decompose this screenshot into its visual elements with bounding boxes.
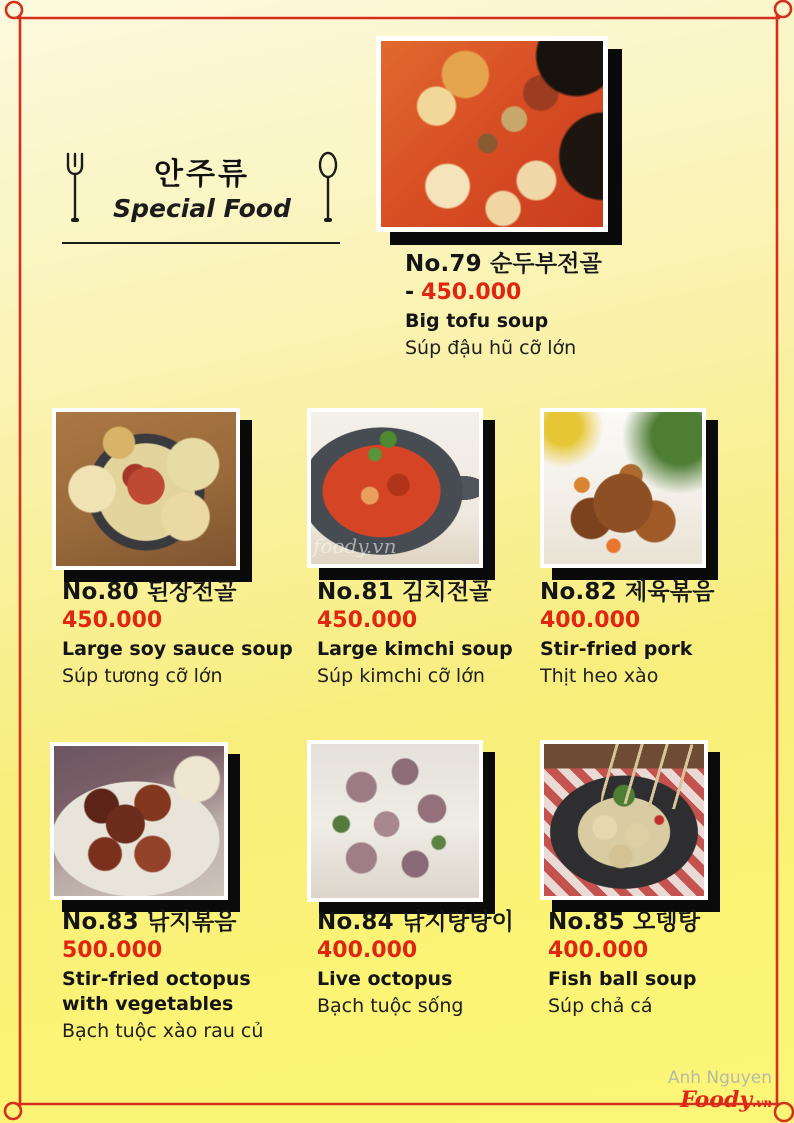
- item-price: 400.000: [317, 938, 418, 963]
- fork-icon: [62, 150, 88, 232]
- item-vietnamese-name: Thịt heo xào: [540, 665, 659, 687]
- item-name: No.85 오뎅탕: [548, 909, 701, 935]
- item-english-name: Live octopus: [317, 968, 453, 990]
- photo-big-tofu-soup: [376, 36, 608, 232]
- item-name: No.81 김치전골: [317, 579, 492, 605]
- foody-logo: Foody.vn: [680, 1087, 772, 1113]
- menu-item-79: [405, 250, 695, 361]
- item-price: 400.000: [540, 608, 641, 633]
- item-name: No.82 제육볶음: [540, 579, 715, 605]
- spoon-icon: [316, 150, 340, 232]
- item-vietnamese-name: Súp chả cá: [548, 995, 653, 1017]
- section-title-english: Special Food: [113, 194, 291, 223]
- item-english-name: Stir-fried pork: [540, 638, 693, 660]
- item-vietnamese-name: Bạch tuộc sống: [317, 995, 464, 1017]
- item-english-name: Large soy sauce soup: [62, 638, 293, 660]
- photo-live-octopus: [307, 740, 483, 902]
- site-watermark: [668, 1068, 772, 1115]
- section-title-korean: 안주류: [154, 157, 250, 192]
- menu-item-85: [548, 908, 768, 1019]
- menu-item-83: [62, 908, 280, 1044]
- item-english-name: Stir-fried octopus with vegetables: [62, 968, 251, 1015]
- item-price: 400.000: [548, 938, 649, 963]
- photo-fish-ball-soup: [540, 740, 708, 900]
- item-english-name: Large kimchi soup: [317, 638, 513, 660]
- menu-item-81: [317, 578, 547, 689]
- menu-item-82: [540, 578, 765, 689]
- item-name: No.83 낚지볶음: [62, 909, 237, 935]
- item-price: 450.000: [317, 608, 418, 633]
- item-price: 500.000: [62, 938, 163, 963]
- item-english-name: Big tofu soup: [405, 310, 549, 332]
- item-price: 450.000: [62, 608, 163, 633]
- item-name: No.79 순두부전골: [405, 251, 603, 277]
- photo-stir-fried-pork: [540, 408, 706, 568]
- item-price: - 450.000: [405, 280, 522, 305]
- item-vietnamese-name: Súp kimchi cỡ lớn: [317, 665, 485, 687]
- item-vietnamese-name: Bạch tuộc xào rau củ: [62, 1020, 264, 1042]
- item-name: No.84 낚지탕탕이: [317, 909, 515, 935]
- menu-item-84: [317, 908, 547, 1019]
- photo-watermark: foody.vn: [313, 534, 397, 558]
- section-header: [62, 150, 340, 244]
- author-credit: Anh Nguyen: [667, 1068, 772, 1088]
- photo-stir-fried-octopus: [50, 742, 228, 900]
- item-vietnamese-name: Súp tương cỡ lớn: [62, 665, 223, 687]
- header-underline: [62, 242, 340, 244]
- item-english-name: Fish ball soup: [548, 968, 697, 990]
- photo-soy-sauce-soup: [52, 408, 240, 570]
- menu-item-80: [62, 578, 302, 689]
- item-name: No.80 된장전골: [62, 579, 237, 605]
- item-vietnamese-name: Súp đậu hũ cỡ lớn: [405, 337, 577, 359]
- photo-kimchi-soup: [307, 408, 483, 568]
